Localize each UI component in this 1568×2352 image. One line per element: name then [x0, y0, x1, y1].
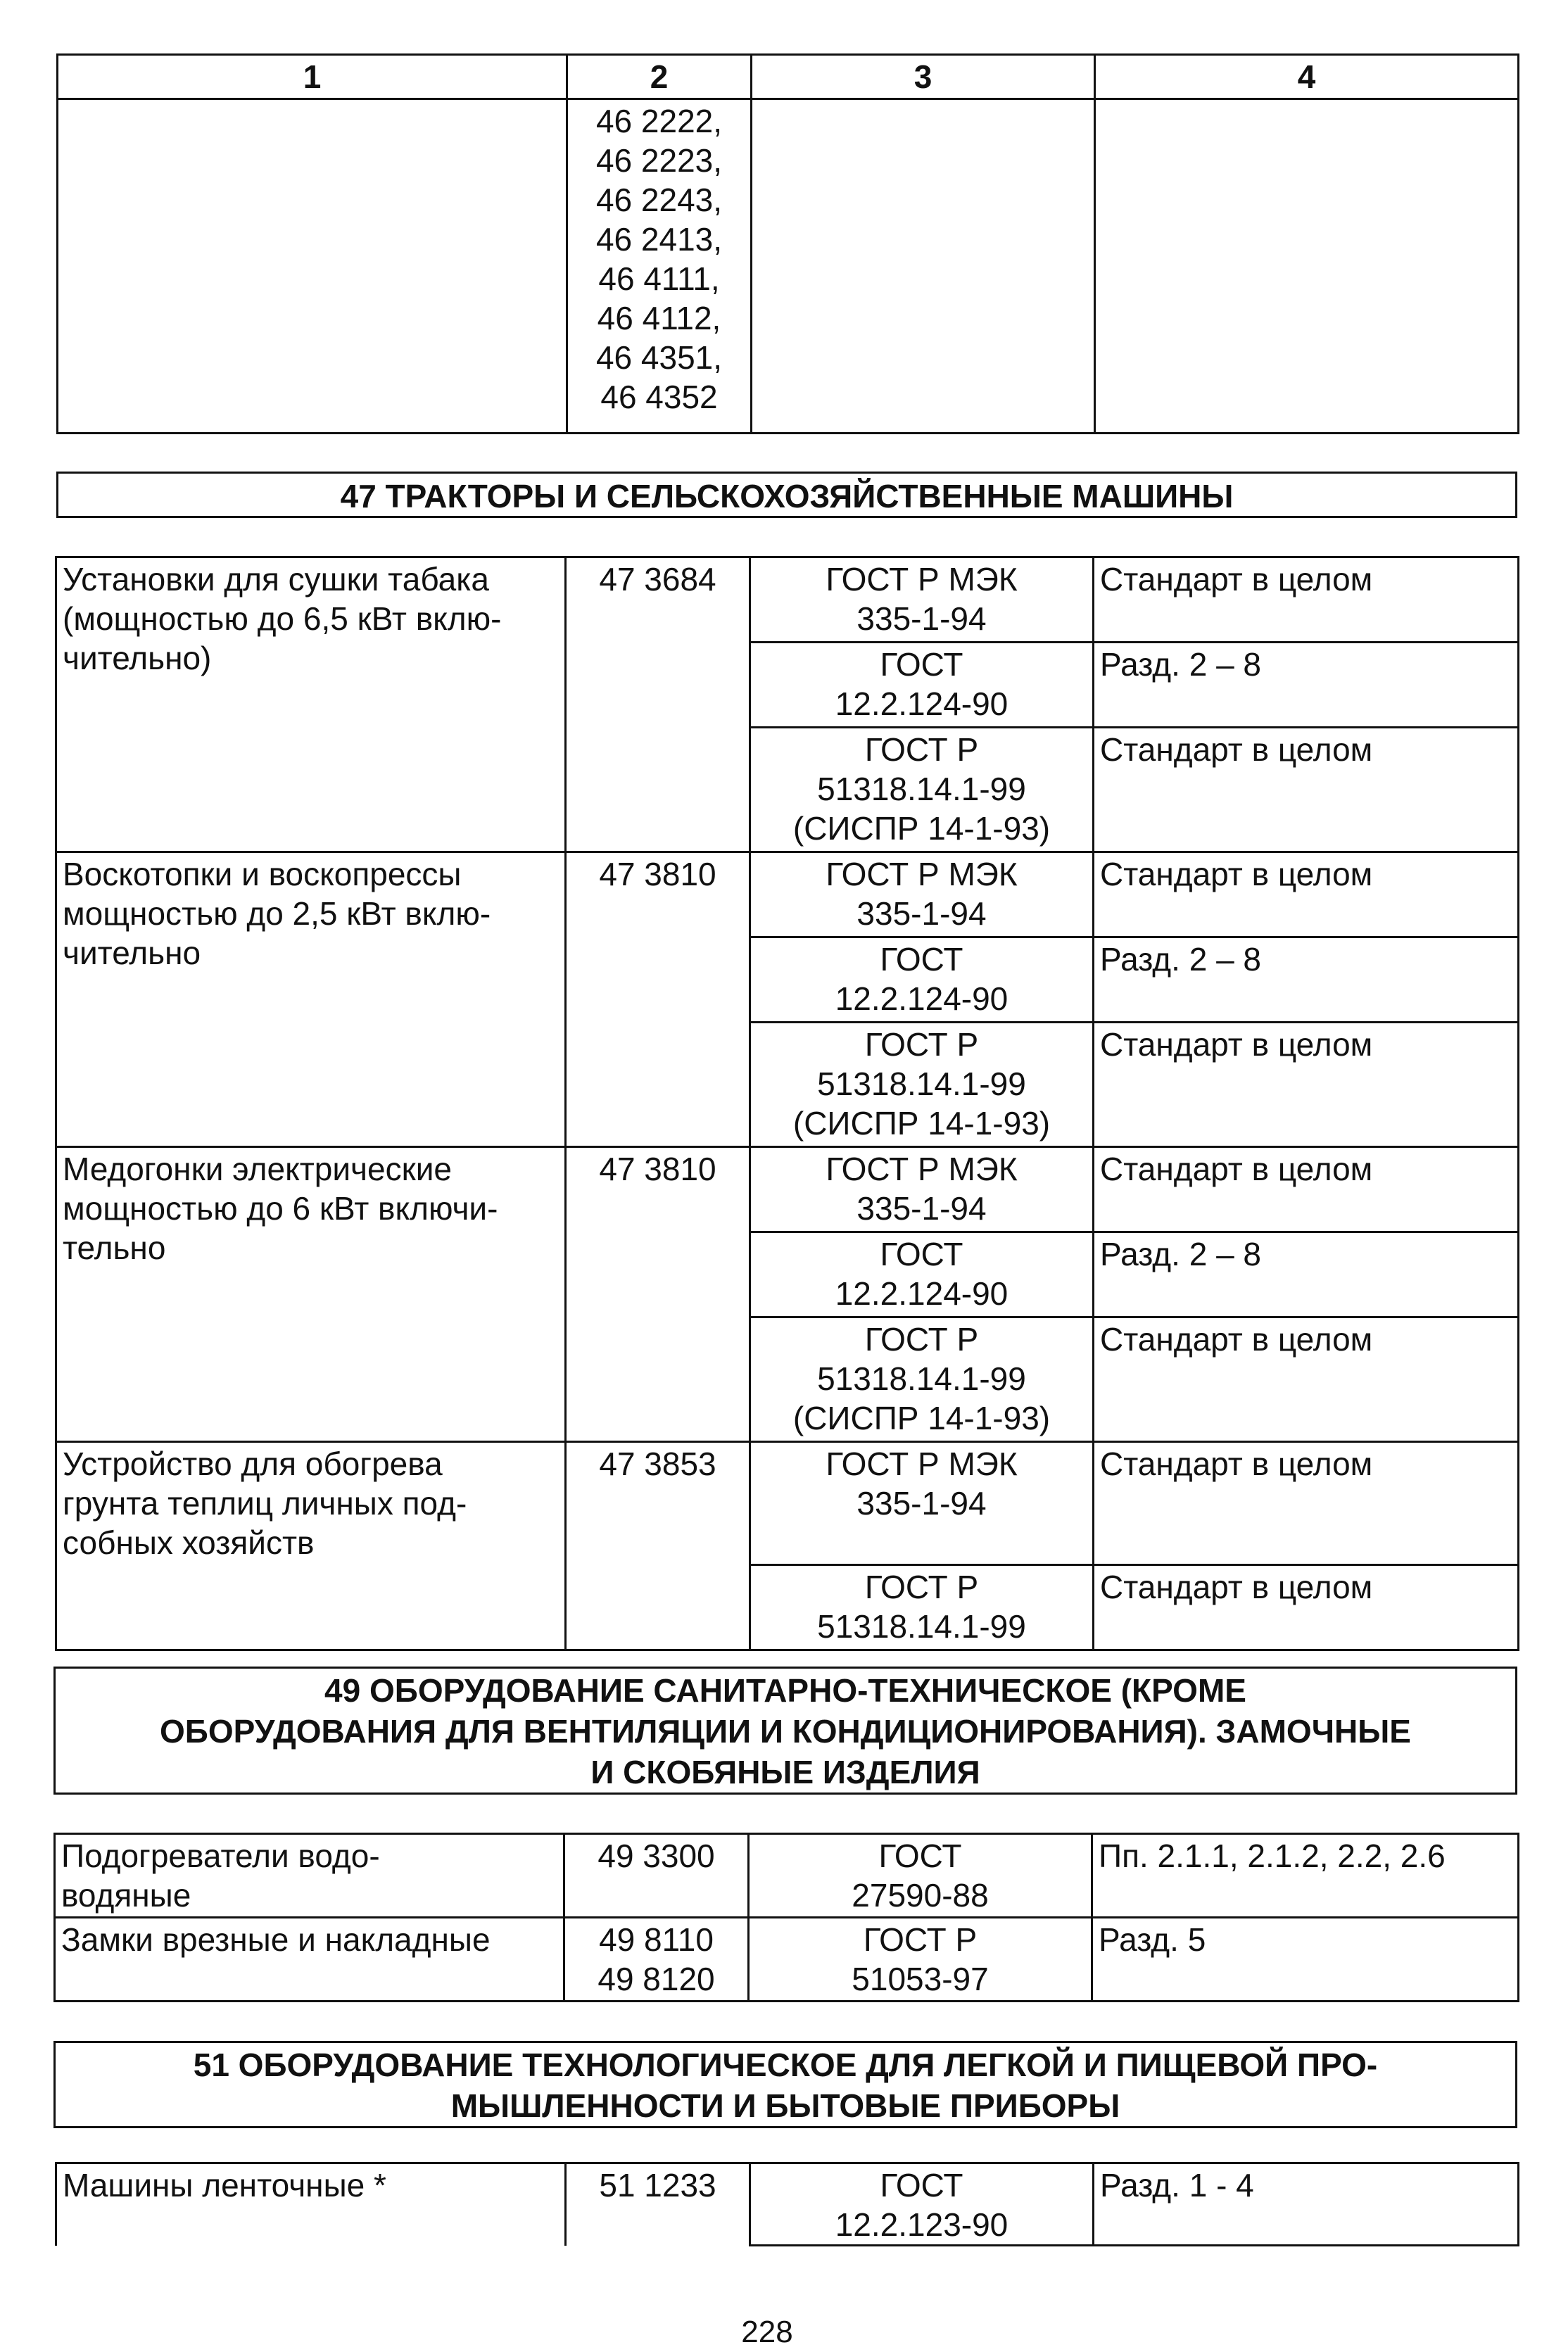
code: 46 2243,	[595, 182, 723, 218]
standard-cell	[750, 728, 1094, 852]
text-line: 335-1-94	[856, 1190, 987, 1227]
section-49-table	[53, 1833, 1519, 2002]
code: 46 2222,	[595, 103, 723, 139]
standard-cell	[749, 1834, 1092, 1918]
text-line: 12.2.123-90	[835, 2206, 1009, 2243]
page-number: 228	[741, 2315, 793, 2349]
standard-cell	[750, 1147, 1094, 1232]
standard-cell	[750, 1317, 1094, 1442]
text-line: (СИСПР 14-1-93)	[792, 1400, 1051, 1436]
text-line: Воскотопки и воскопрессы	[63, 856, 462, 892]
text-line: 49 8120	[598, 1961, 715, 1997]
section-47-heading	[56, 472, 1517, 518]
standard-cell	[749, 1918, 1092, 2002]
codes-cell	[567, 99, 752, 434]
table-row	[58, 99, 1519, 434]
standard-cell	[750, 852, 1094, 937]
product-name-cell	[56, 1147, 566, 1442]
text-line: ГОСТ Р МЭК	[826, 856, 1018, 892]
code-cell	[564, 1918, 749, 2002]
table-row	[56, 1147, 1519, 1232]
table-row	[56, 557, 1519, 643]
product-name-cell	[56, 1442, 566, 1650]
text-line: мощностью до 2,5 кВт вклю-	[63, 895, 491, 932]
section-47-table	[55, 556, 1519, 1651]
text-line: ГОСТ Р МЭК	[826, 1446, 1018, 1482]
empty-cell	[58, 99, 567, 434]
text-line: ГОСТ Р	[864, 1321, 979, 1358]
column-header-row	[58, 55, 1519, 99]
code-cell: 47 3684	[566, 557, 750, 852]
requirement-cell: Стандарт в целом	[1094, 1565, 1519, 1650]
text-line: тельно	[63, 1229, 166, 1266]
table-row	[56, 1442, 1519, 1565]
requirement-cell: Разд. 5	[1092, 1918, 1519, 2002]
text-line: 49 8110	[599, 1921, 714, 1958]
code-cell: 51 1233	[566, 2163, 750, 2246]
requirement-cell: Стандарт в целом	[1094, 728, 1519, 852]
text-line: 335-1-94	[856, 895, 987, 932]
requirement-cell: Пп. 2.1.1, 2.1.2, 2.2, 2.6	[1092, 1834, 1519, 1918]
standard-cell	[750, 1565, 1094, 1650]
section-49-heading	[53, 1667, 1517, 1795]
section-title: 47 ТРАКТОРЫ И СЕЛЬСКОХОЗЯЙСТВЕННЫЕ МАШИНЫ	[340, 478, 1234, 514]
table-row	[56, 2163, 1519, 2246]
text-line: ГОСТ Р МЭК	[826, 1151, 1018, 1187]
standard-cell	[750, 2163, 1094, 2246]
code-cell	[564, 1834, 749, 1918]
text-line: 51318.14.1-99	[817, 1360, 1026, 1397]
text-line: 49 3300	[598, 1838, 715, 1874]
section-title-line: И СКОБЯНЫЕ ИЗДЕЛИЯ	[590, 1754, 980, 1790]
text-line: 335-1-94	[856, 600, 987, 637]
text-line: Замки врезные и накладные	[61, 1921, 491, 1958]
text-line: ГОСТ	[880, 1236, 963, 1272]
requirement-cell: Стандарт в целом	[1094, 1317, 1519, 1442]
table-row	[55, 1834, 1519, 1918]
text-line: Устройство для обогрева	[63, 1446, 443, 1482]
empty-cell	[1095, 99, 1519, 434]
text-line: ГОСТ	[880, 941, 963, 978]
standard-cell	[750, 557, 1094, 643]
product-name-cell	[56, 557, 566, 852]
text-line: ГОСТ	[880, 646, 963, 683]
requirement-cell: Разд. 1 - 4	[1094, 2163, 1519, 2246]
text-line: водяные	[61, 1877, 191, 1914]
requirement-cell: Стандарт в целом	[1094, 557, 1519, 643]
code: 46 4111,	[598, 260, 720, 297]
product-name-cell	[55, 1834, 564, 1918]
text-line: чительно)	[63, 640, 212, 676]
text-line: ГОСТ	[880, 2167, 963, 2204]
text-line: 12.2.124-90	[835, 1275, 1009, 1312]
code-cell: 47 3853	[566, 1442, 750, 1650]
standard-cell	[750, 1442, 1094, 1565]
section-51-table	[55, 2162, 1519, 2246]
code: 46 4352	[600, 379, 718, 415]
code: 46 4351,	[595, 339, 723, 376]
text-line: ГОСТ	[878, 1838, 962, 1874]
column-header-2: 2	[567, 55, 752, 99]
text-line: ГОСТ Р МЭК	[826, 561, 1018, 598]
column-header-4: 4	[1095, 55, 1519, 99]
text-line: 51318.14.1-99	[817, 1608, 1026, 1645]
table-row	[56, 852, 1519, 937]
code-cell: 47 3810	[566, 852, 750, 1147]
text-line: 12.2.124-90	[835, 685, 1009, 722]
text-line: собных хозяйств	[63, 1524, 315, 1561]
requirement-cell: Разд. 2 – 8	[1094, 643, 1519, 728]
code: 46 4112,	[597, 300, 721, 336]
standard-cell	[750, 937, 1094, 1023]
standard-cell	[750, 643, 1094, 728]
section-title-line: 49 ОБОРУДОВАНИЕ САНИТАРНО-ТЕХНИЧЕСКОЕ (КРОМЕ	[324, 1672, 1246, 1709]
requirement-cell: Разд. 2 – 8	[1094, 1232, 1519, 1317]
column-header-1: 1	[58, 55, 567, 99]
text-line: 335-1-94	[856, 1485, 987, 1522]
text-line: (СИСПР 14-1-93)	[792, 1105, 1051, 1142]
section-title-line: МЫШЛЕННОСТИ И БЫТОВЫЕ ПРИБОРЫ	[450, 2087, 1120, 2124]
table-row	[55, 1918, 1519, 2002]
standard-cell	[750, 1023, 1094, 1147]
text-line: ГОСТ Р	[864, 1026, 979, 1063]
section-51-heading	[53, 2041, 1517, 2128]
requirement-cell: Разд. 2 – 8	[1094, 937, 1519, 1023]
text-line: 27590-88	[852, 1877, 989, 1914]
empty-cell	[752, 99, 1095, 434]
requirement-cell: Стандарт в целом	[1094, 852, 1519, 937]
column-header-3: 3	[752, 55, 1095, 99]
section-title-line: ОБОРУДОВАНИЯ ДЛЯ ВЕНТИЛЯЦИИ И КОНДИЦИОНИРОВАНИЯ). ЗАМОЧНЫЕ	[160, 1713, 1411, 1750]
requirement-cell: Стандарт в целом	[1094, 1023, 1519, 1147]
text-line: 12.2.124-90	[835, 980, 1009, 1017]
requirement-cell: Стандарт в целом	[1094, 1147, 1519, 1232]
text-line: Подогреватели водо-	[61, 1838, 380, 1874]
text-line: 51318.14.1-99	[817, 1066, 1026, 1102]
requirement-cell: Стандарт в целом	[1094, 1442, 1519, 1565]
product-name-cell: Машины ленточные *	[56, 2163, 566, 2246]
code: 46 2413,	[595, 221, 723, 258]
product-name-cell	[56, 852, 566, 1147]
text-line: ГОСТ Р	[864, 731, 979, 768]
text-line: чительно	[63, 935, 201, 971]
text-line: Медогонки электрические	[63, 1151, 453, 1187]
code-cell: 47 3810	[566, 1147, 750, 1442]
text-line: грунта теплиц личных под-	[63, 1485, 467, 1522]
text-line: 51318.14.1-99	[817, 771, 1026, 807]
standard-cell	[750, 1232, 1094, 1317]
product-name-cell	[55, 1918, 564, 2002]
text-line: ГОСТ Р	[863, 1921, 978, 1958]
text-line: (мощностью до 6,5 кВт вклю-	[63, 600, 502, 637]
code: 46 2223,	[595, 142, 723, 179]
top-table	[56, 53, 1519, 434]
text-line: ГОСТ Р	[864, 1569, 979, 1605]
text-line: (СИСПР 14-1-93)	[792, 810, 1051, 847]
text-line: 51053-97	[852, 1961, 989, 1997]
text-line: мощностью до 6 кВт включи-	[63, 1190, 498, 1227]
section-title-line: 51 ОБОРУДОВАНИЕ ТЕХНОЛОГИЧЕСКОЕ ДЛЯ ЛЕГКОЙ И ПИЩЕВОЙ ПРО-	[193, 2047, 1378, 2083]
text-line: Установки для сушки табака	[63, 561, 489, 598]
